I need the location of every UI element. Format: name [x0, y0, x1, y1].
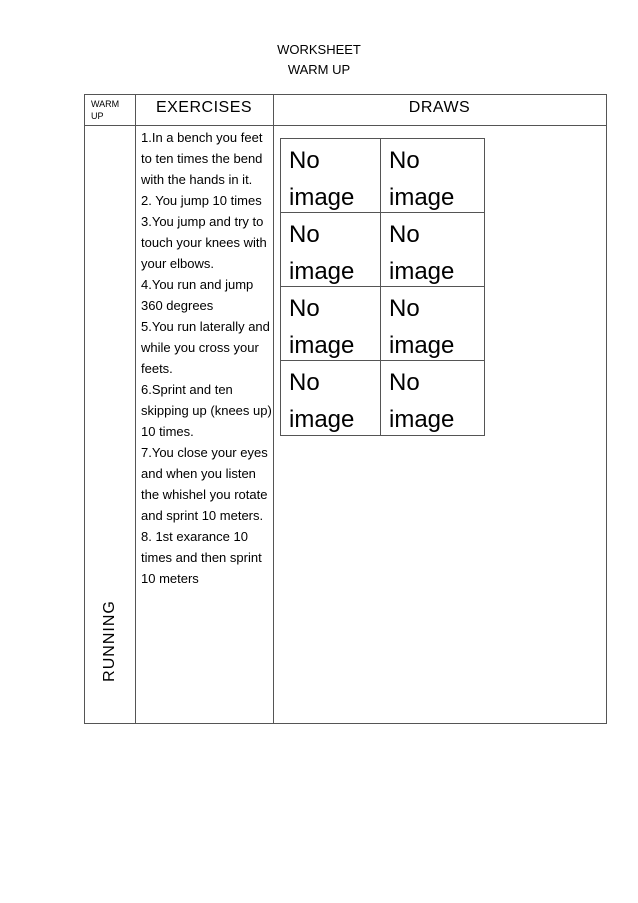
image-placeholder: No image [281, 361, 381, 435]
exercise-item: 6.Sprint and ten skipping up (knees up) 10 times. [141, 382, 272, 439]
image-placeholder: No image [281, 139, 381, 213]
exercise-item: 8. 1st exarance 10 times and then sprint 10 meters [141, 529, 262, 586]
image-placeholder: No image [281, 213, 381, 287]
header-divider [85, 125, 606, 126]
exercise-item: 4.You run and jump 360 degrees [141, 277, 254, 313]
image-placeholder: No image [389, 369, 455, 433]
exercise-item: 7.You close your eyes and when you listen the whishel you rotate and sprint 10 meters. [141, 445, 268, 523]
exercise-item: 5.You run laterally and while you cross your feets. [141, 319, 270, 376]
worksheet-subtitle: WARM UP [287, 62, 351, 77]
column-divider [135, 95, 136, 723]
exercise-item: 3.You jump and try to touch your knees with your elbows. [141, 214, 267, 271]
image-placeholder: No image [281, 287, 381, 361]
header-warm-up: WARM UP [91, 99, 120, 121]
image-placeholder: No image [381, 213, 484, 287]
header-exercises: EXERCISES [155, 99, 253, 116]
exercise-list [141, 127, 273, 589]
exercise-item: 1.In a bench you feet to ten times the bend with the hands in it. [141, 130, 263, 187]
exercise-item: 2. You jump 10 times [141, 193, 262, 208]
column-divider [273, 95, 274, 723]
worksheet-title: WORKSHEET [277, 42, 361, 57]
image-placeholder: No image [381, 139, 484, 213]
image-placeholder: No image [381, 287, 484, 361]
row-label-running [95, 591, 125, 691]
draws-image-grid [280, 138, 485, 436]
row-label-running-text: RUNNING [101, 600, 118, 682]
header-draws: DRAWS [408, 99, 471, 116]
warmup-table [84, 94, 607, 724]
